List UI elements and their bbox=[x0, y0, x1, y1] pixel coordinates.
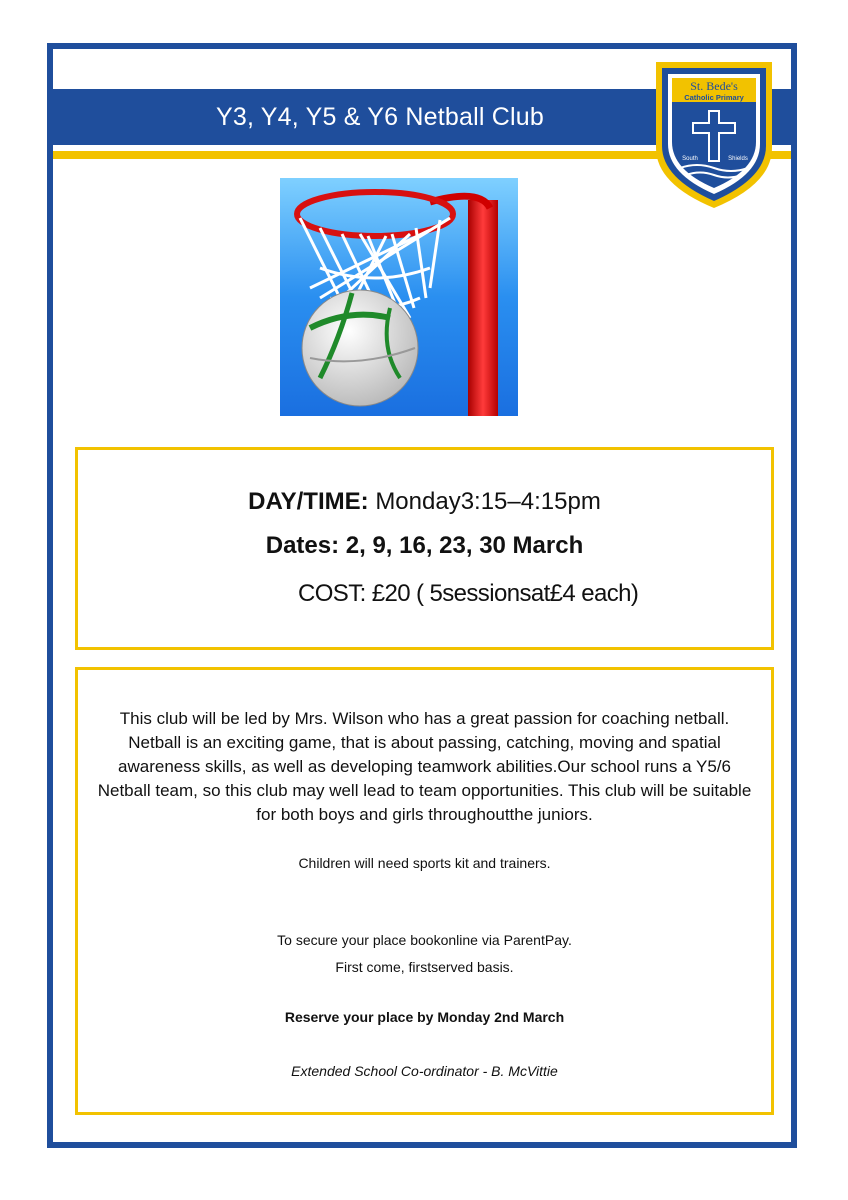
svg-text:Shields: Shields bbox=[728, 156, 748, 162]
day-time-line bbox=[78, 488, 771, 516]
booking-instruction: To secure your place bookonline via ParentPay. bbox=[277, 932, 572, 948]
session-cost: COST: £20 ( 5sessionsat£4 each) bbox=[298, 580, 639, 607]
description-box bbox=[75, 667, 774, 1115]
session-info-box bbox=[75, 447, 774, 650]
kit-note: Children will need sports kit and trainers. bbox=[298, 855, 551, 871]
day-time-value: Monday3:15–4:15pm bbox=[375, 488, 601, 515]
day-time-label: DAY/TIME: bbox=[248, 488, 369, 515]
club-description: This club will be led by Mrs. Wilson who has a great passion for coaching netball. Netball is an exciting game, that is about passing, catching, moving and spatial awareness skills, as well as developing teamwork abilities.Our school runs a Y5/6 Netball team, so this club may well lead to team opportunities. This club will be suitable for both boys and girls throughoutthe juniors. bbox=[97, 709, 752, 824]
netball-hoop-image bbox=[280, 178, 518, 416]
svg-text:St. Bede's: St. Bede's bbox=[690, 79, 738, 93]
svg-text:Catholic Primary: Catholic Primary bbox=[684, 93, 744, 102]
session-dates: Dates: 2, 9, 16, 23, 30 March bbox=[265, 532, 584, 559]
coordinator-credit: Extended School Co-ordinator - B. McVittie bbox=[291, 1063, 558, 1079]
svg-text:South: South bbox=[682, 156, 698, 162]
school-crest-logo bbox=[652, 56, 776, 212]
page-title: Y3, Y4, Y5 & Y6 Netball Club bbox=[215, 102, 545, 131]
reserve-deadline: Reserve your place by Monday 2nd March bbox=[284, 1009, 565, 1025]
booking-basis: First come, firstserved basis. bbox=[335, 959, 514, 975]
